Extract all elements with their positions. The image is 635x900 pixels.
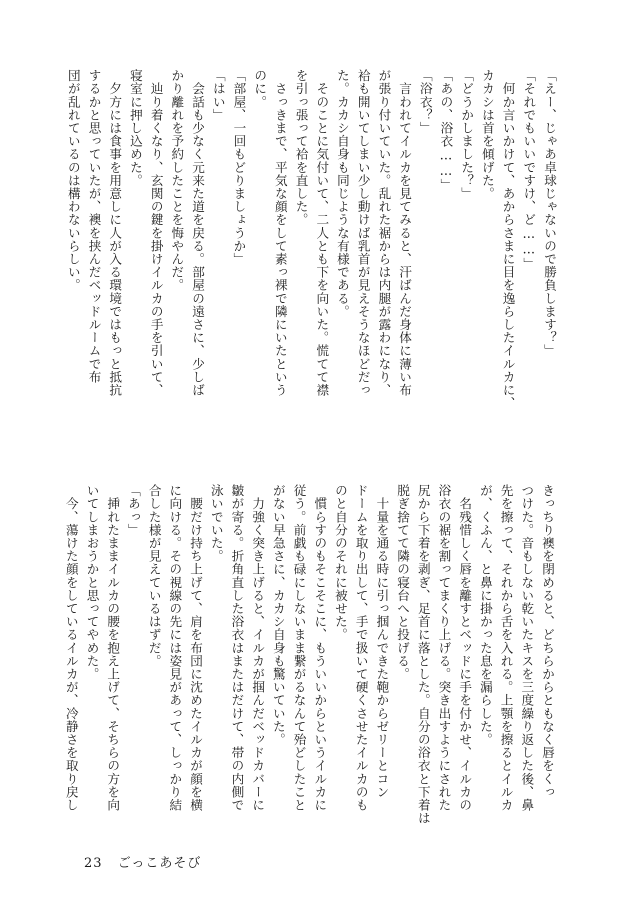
text-line: た。カカシ自身も同じような有様である。	[334, 69, 350, 318]
text-line: 挿れたままイルカの腰を抱え上げて、そちらの方を向	[105, 484, 121, 812]
text-line: 「それでもいいですけ、ど……」	[521, 69, 537, 271]
text-line: 「はい」	[210, 69, 226, 122]
text-line: 名残惜しく唇を離すとベッドに手を付かせ、イルカの	[457, 484, 473, 812]
text-line: そのことに気付いて、二人とも下を向いた。慌てて襟	[314, 69, 330, 397]
text-line: するかと思っていたが、襖を挟んだベッドルームで布	[86, 69, 102, 384]
text-line: 何か言いかけて、あからさまに目を逸らしたイルカに、	[500, 69, 516, 410]
text-line: 「浴衣？」	[417, 69, 433, 135]
text-line: 力強く突き上げると、イルカが掴んだベッドカバーに	[250, 484, 266, 812]
running-title: ごっこあそび	[117, 856, 202, 871]
text-line: 腰だけ持ち上げて、肩を布団に沈めたイルカが顔を横	[188, 484, 204, 812]
text-line: 従う。前戯も碌にしないまま繋がるなんて殆どしたこと	[291, 484, 307, 812]
text-line: がない早急さに、カカシ自身も驚いていた。	[270, 484, 286, 746]
text-line: かり離れを予約したことを悔やんだ。	[169, 69, 185, 292]
text-line: 「えー、じゃあ卓球じゃないので勝負します？」	[542, 69, 557, 358]
text-line: 皺が寄る。折角直した浴衣はまたはだけて、帯の内側で	[229, 484, 245, 812]
page-footer	[84, 852, 201, 871]
text-line: が張り付いていた。乱れた裾からは内腿が露わになり、	[376, 69, 392, 397]
page-number: 23	[84, 856, 103, 871]
text-line: 泳いでいた。	[208, 484, 224, 563]
text-line: 今、蕩けた顔をしているイルカが、冷静さを取り戻し	[63, 484, 79, 812]
text-line: 先を擦って、それから舌を入れる。上顎を擦るとイルカ	[498, 484, 514, 812]
text-line: つけた。音もしない乾いたキスを三度繰り返した後、鼻	[519, 484, 535, 812]
text-line: が、くふん、と鼻に掛かった息を漏らした。	[477, 484, 493, 746]
text-line: カカシは首を傾げた。	[479, 69, 495, 200]
text-line: 慣らすのもそこそこに、もういいからというイルカに	[312, 484, 328, 812]
text-line: 「あっ」	[125, 484, 141, 537]
text-line: 袷も開いてしまい少し動けば乳首が見えそうなほどだっ	[355, 69, 371, 397]
text-line: のと自分のそれに被せた。	[332, 484, 348, 642]
text-line: 寝室に押し込めた。	[127, 69, 143, 187]
text-line: 「あの、浴衣……」	[438, 69, 454, 192]
text-line: 団が乱れているのは構わないらしい。	[65, 69, 81, 292]
text-line: 浴衣の裾を割ってまくり上げる。突き出すようにされた	[436, 484, 452, 812]
text-line: 「部屋、一回もどりましょうか」	[231, 69, 247, 266]
text-line: 辿り着くなり、玄関の鍵を掛けイルカの手を引いて、	[148, 69, 164, 397]
upper-text-block	[65, 69, 559, 444]
text-line: 尻から下着を剥ぎ、足首に落とした。自分の浴衣と下着は	[415, 484, 431, 825]
text-line: 「どうかしました？」	[459, 69, 475, 200]
text-line: を引っ張って袷を直した。	[293, 69, 309, 227]
text-line: さっきまで、平気な顔をして素っ裸で隣にいたという	[272, 69, 288, 397]
text-line: 言われてイルカを見てみると、汗ばんだ身体に薄い布	[397, 69, 413, 397]
text-line: のに。	[252, 69, 268, 109]
text-line: ドームを取り出して、手で扱いて硬くさせたイルカのも	[353, 484, 369, 812]
text-line: 十量を通る時に引っ掴んできた鞄からゼリーとコン	[374, 484, 390, 799]
text-line: いてしまおうかと思ってやめた。	[84, 484, 100, 681]
text-line: きっちり襖を閉めると、どちらからともなく唇をくっ	[540, 484, 555, 799]
text-line: 脱ぎ捨てて隣の寝台へと投げる。	[395, 484, 411, 681]
text-line: 夕方には食事を用意しに人が入る環境ではもっと抵抗	[107, 69, 123, 397]
text-line: に向ける。その視線の先には姿見があって、しっかり結	[167, 484, 183, 812]
text-line: 合した様が見えているはずだ。	[146, 484, 162, 668]
text-line: 会話も少なく元来た道を戻る。部屋の遠さに、少しば	[190, 69, 206, 397]
